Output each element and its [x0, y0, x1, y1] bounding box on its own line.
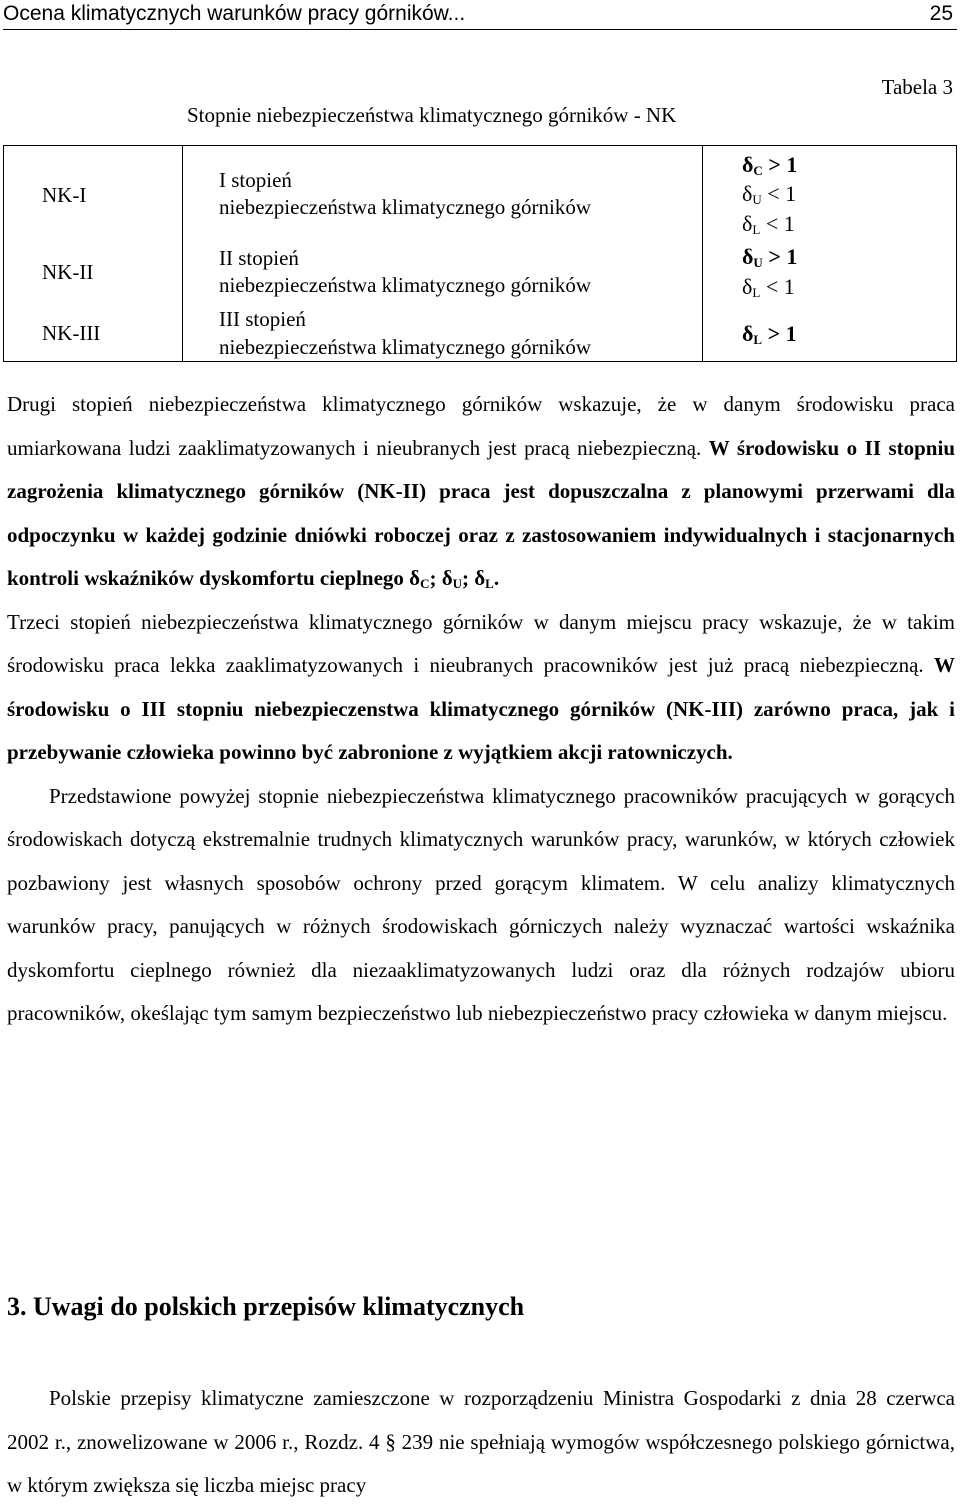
running-header-title: Ocena klimatycznych warunków pracy górników...: [3, 2, 466, 25]
desc-nk-i-line2: niebezpieczeństwa klimatycznego górników: [219, 195, 592, 219]
code-column: [4, 146, 183, 361]
table-caption: Stopnie niebezpieczeństwa klimatycznego górników - NK: [187, 103, 677, 127]
paragraph-nk-ii: [7, 383, 955, 601]
code-nk-i: NK-I: [42, 183, 87, 207]
condition-dl-gt-1: $\delta_L > 1$: [742, 321, 797, 347]
condition-dl-lt-1: $\delta_L < 1$: [742, 211, 795, 237]
description-column: [182, 146, 703, 361]
condition-column: [702, 146, 956, 361]
paragraph-nk-iii-plain: Trzeci stopień niebezpieczeństwa klimatycznego górników w danym miejscu pracy wskazuje, że w takim środowisku praca lekka zaaklimatyzowanych i nieubranych pracowników jest już pracą niebezpieczną.: [7, 609, 955, 677]
paragraph-nk-iii: [7, 601, 955, 775]
condition-dc-gt-1: $\delta_C > 1$: [742, 152, 798, 178]
page-number: 25: [929, 2, 953, 25]
code-nk-iii: NK-III: [42, 321, 101, 345]
paragraph-nk-ii-bold: W środowisku o II stopniu zagrożenia klimatycznego górników (NK-II) praca jest dopuszczalna z planowymi przerwami dla odpoczynku w każdej godzinie dniówki roboczej oraz z zastosowaniem indywidualnych i stacjonarnych kontroli wskaźników dyskomfortu cieplnego $\delta_C$; $\delta_U$; $\delta_L$.: [7, 435, 956, 591]
paragraph-summary: Przedstawione powyżej stopnie niebezpieczeństwa klimatycznego pracowników pracujących w gorących środowiskach dotyczą ekstremalnie trudnych klimatycznych warunków pracy, warunków, w których człowiek pozbawiony jest własnych sposobów ochrony przed gorącym klimatem. W celu analizy klimatycznych warunków pracy, panujących w różnych środowiskach górniczych należy wyznaczać wartości wskaźnika dyskomfortu cieplnego również dla niezaaklimatyzowanych ludzi oraz dla różnych rodzajów ubioru pracowników, okeślając tym samym bezpieczeństwo lub niebezpieczeństwo pracy człowieka w danym miejscu.: [7, 783, 955, 1025]
table-label: Tabela 3: [881, 75, 953, 99]
nk-table: [3, 145, 957, 362]
condition-du-gt-1: $\delta_U > 1$: [742, 244, 798, 270]
paragraph-nk-ii-plain: Drugi stopień niebezpieczeństwa klimatycznego górników wskazuje, że w danym środowisku praca umiarkowana ludzi zaaklimatyzowanych i nieubranych jest pracą niebezpieczną.: [7, 392, 955, 460]
desc-nk-iii-line1: III stopień: [219, 307, 306, 331]
section-body: [7, 1377, 955, 1508]
desc-nk-iii-line2: niebezpieczeństwa klimatycznego górników: [219, 335, 592, 359]
desc-nk-ii-line1: II stopień: [219, 246, 299, 270]
paragraph-regulations: Polskie przepisy klimatyczne zamieszczone w rozporządzeniu Ministra Gospodarki z dnia 28 czerwca 2002 r., znowelizowane w 2006 r., Rozdz. 4 § 239 nie spełniają wymogów współczesnego polskiego górnictwa, w którym zwiększa się liczba miejsc pracy: [7, 1386, 955, 1497]
desc-nk-ii-line2: niebezpieczeństwa klimatycznego górników: [219, 273, 592, 297]
desc-nk-i-line1: I stopień: [219, 168, 292, 192]
body-text: [7, 383, 955, 1036]
section-heading: 3. Uwagi do polskich przepisów klimatycznych: [7, 1292, 525, 1321]
code-nk-ii: NK-II: [42, 260, 94, 284]
condition-du-lt-1: $\delta_U < 1$: [742, 181, 797, 207]
condition-dl-lt-1-nk-ii: $\delta_L < 1$: [742, 274, 795, 300]
running-header: [3, 0, 957, 30]
paragraph-nk-iii-bold: W środowisku o III stopniu niebezpieczenstwa klimatycznego górników (NK-III) zarówno praca, jak i przebywanie człowieka powinno być zabronione z wyjątkiem akcji ratowniczych.: [7, 653, 955, 764]
